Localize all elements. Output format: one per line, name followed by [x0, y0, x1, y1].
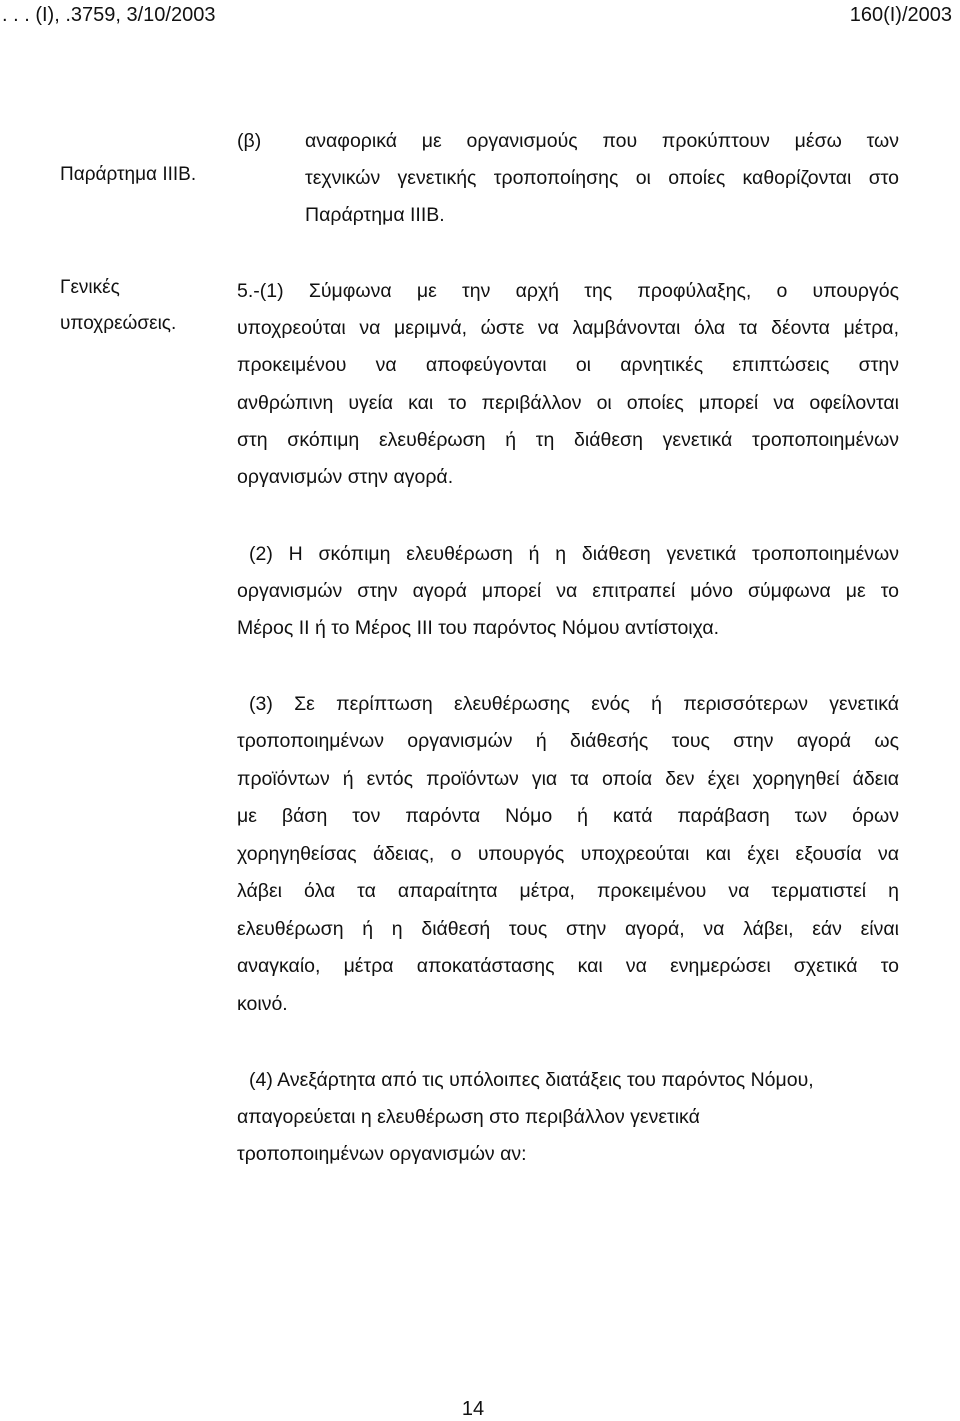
section5-p1-line: ανθρώπινη υγεία και το περιβάλλον οι οποίες μπορεί να οφείλονται: [237, 392, 899, 414]
section5-p3-line: με βάση τον παρόντα Νόμο ή κατά παράβαση των όρων: [237, 805, 899, 827]
section5-p4-line: τροποποιημένων οργανισμών αν:: [237, 1143, 527, 1165]
section5-p2-line: (2) Η σκόπιμη ελευθέρωση ή η διάθεση γενετικά τροποποιημένων: [249, 543, 899, 565]
section5-p3-line: αναγκαίο, μέτρα αποκατάστασης και να ενημερώσει σχετικά το: [237, 955, 899, 977]
header-left: . . . (Ι), .3759, 3/10/2003: [2, 4, 216, 26]
section5-p3-line: χορηγηθείσας άδειας, ο υπουργός υποχρεούται και έχει εξουσία να: [237, 843, 899, 865]
section5-p3-line: λάβει όλα τα απαραίτητα μέτρα, προκειμένου να τερματιστεί η: [237, 880, 899, 902]
item-beta-marker: (β): [237, 130, 262, 152]
item-beta-line: αναφορικά με οργανισμούς που προκύπτουν μέσω των: [305, 130, 899, 152]
section5-p3-line: τροποποιημένων οργανισμών ή διάθεσής τους στην αγορά ως: [237, 730, 899, 752]
section5-p3-line: (3) Σε περίπτωση ελευθέρωσης ενός ή περισσότερων γενετικά: [249, 693, 899, 715]
section5-p4-line: απαγορεύεται η ελευθέρωση στο περιβάλλον γενετικά: [237, 1106, 700, 1128]
section5-p1-line: στη σκόπιμη ελευθέρωση ή τη διάθεση γενετικά τροποποιημένων: [237, 429, 899, 451]
margin-note-annex: Παράρτημα ΙΙΙΒ.: [60, 164, 197, 185]
section5-p2-line: οργανισμών στην αγορά μπορεί να επιτραπεί μόνο σύμφωνα με το: [237, 580, 899, 602]
section5-p1-line: 5.-(1) Σύμφωνα με την αρχή της προφύλαξης, ο υπουργός: [237, 280, 899, 302]
header-right: 160(Ι)/2003: [849, 4, 952, 26]
section5-p3-line: προϊόντων ή εντός προϊόντων για τα οποία δεν έχει χορηγηθεί άδεια: [237, 768, 899, 790]
section5-p1-line: προκειμένου να αποφεύγονται οι αρνητικές επιπτώσεις στην: [237, 354, 899, 376]
margin-note-general-obligations: Γενικές υποχρεώσεις.: [60, 277, 177, 334]
item-beta-line: τεχνικών γενετικής τροποποίησης οι οποίες καθορίζονται στο: [305, 167, 899, 189]
section5-p1-line: οργανισμών στην αγορά.: [237, 466, 454, 488]
section5-p2-line: Μέρος ΙΙ ή το Μέρος ΙΙΙ του παρόντος Νόμου αντίστοιχα.: [237, 617, 720, 639]
section5-p3-line: κοινό.: [237, 993, 288, 1015]
section5-p4-line: (4) Ανεξάρτητα από τις υπόλοιπες διατάξεις του παρόντος Νόμου,: [249, 1069, 814, 1091]
page-number: 14: [461, 1398, 485, 1420]
section5-p3-line: ελευθέρωση ή η διάθεσή τους στην αγορά, να λάβει, εάν είναι: [237, 918, 899, 940]
item-beta-line: Παράρτημα ΙΙΙΒ.: [305, 204, 445, 226]
section5-p1-line: υποχρεούται να μεριμνά, ώστε να λαμβάνονται όλα τα δέοντα μέτρα,: [237, 317, 899, 339]
